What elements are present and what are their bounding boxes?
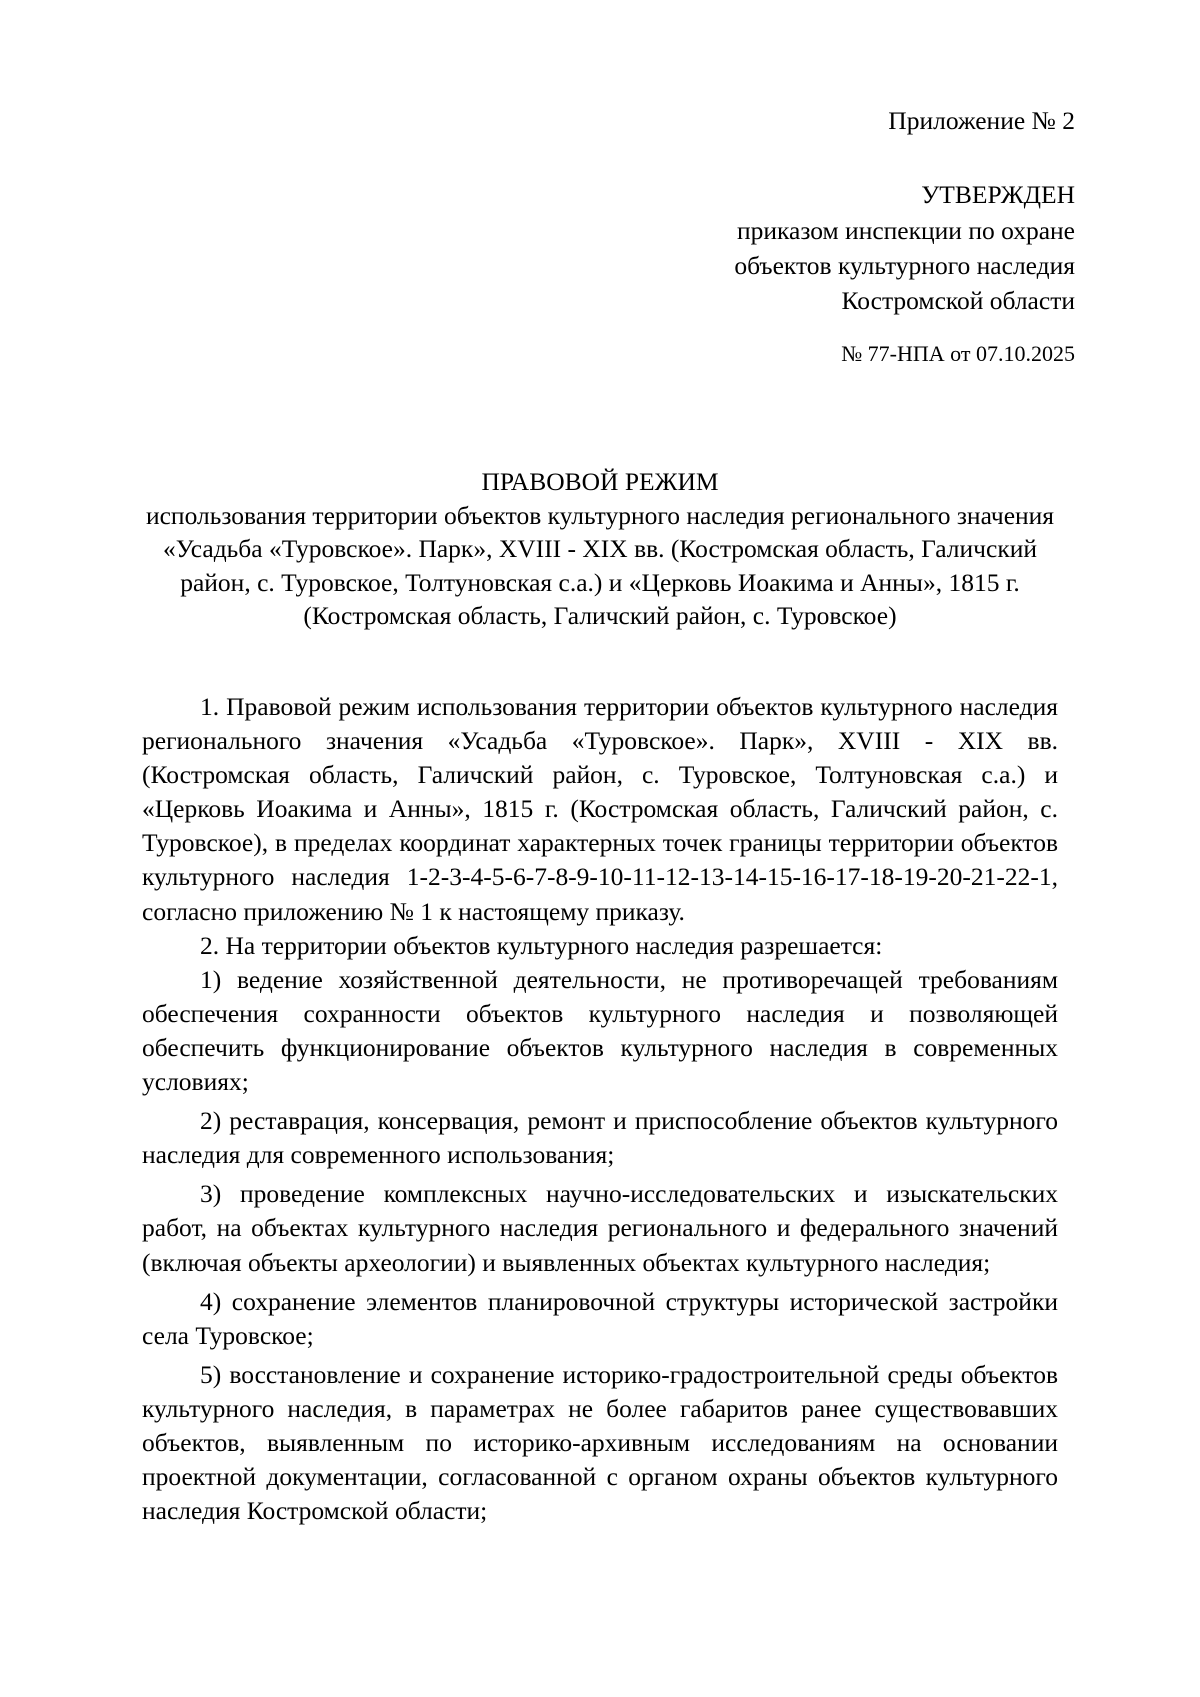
approved-label: УТВЕРЖДЕН xyxy=(921,180,1075,209)
document-title xyxy=(142,465,1058,633)
document-body xyxy=(142,690,1058,1528)
approved-by-line-3: Костромской области xyxy=(841,286,1075,315)
list-item-4: 4) сохранение элементов планировочной структуры исторической застройки села Туровское; xyxy=(142,1286,1058,1350)
appendix-label: Приложение № 2 xyxy=(888,106,1075,135)
approved-by-line-2: объектов культурного наследия xyxy=(734,251,1075,280)
title-heading: ПРАВОВОЙ РЕЖИМ xyxy=(481,467,719,496)
order-reference: № 77-НПА от 07.10.2025 xyxy=(841,341,1075,366)
list-item-1: 1) ведение хозяйственной деятельности, не противоречащей требованиям обеспечения сохранности объектов культурного наследия и позволяющей обеспечить функционирование объектов культурного наследия в современных условиях; xyxy=(142,964,1058,1097)
paragraph-1: 1. Правовой режим использования территории объектов культурного наследия регионального значения «Усадьба «Туровское». Парк», XVIII - XIX вв. (Костромская область, Галичский район, с. Туровское, Толтуновская с.а.) и «Церковь Иоакима и Анны», 1815 г. (Костромская область, Галичский район, с. Туровское), в пределах координат характерных точек границы территории объектов культурного наследия 1-2-3-4-5-6-7-8-9-10-11-12-13-14-15-16-17-18-19-20-21-22-1, согласно приложению № 1 к настоящему приказу. xyxy=(142,692,1058,926)
list-item-3: 3) проведение комплексных научно-исследовательских и изыскательских работ, на объектах культурного наследия регионального и федерального значений (включая объекты археологии) и выявленных объектах культурного наследия; xyxy=(142,1179,1058,1277)
paragraph-2: 2. На территории объектов культурного наследия разрешается: xyxy=(200,930,883,960)
approved-by-line-1: приказом инспекции по охране xyxy=(736,216,1075,245)
title-subtitle: использования территории объектов культурного наследия регионального значения «Усадьба «Туровское». Парк», XVIII - XIX вв. (Костромская область, Галичский район, с. Туровское, Толтуновская с.а.) и «Церковь Иоакима и Анны», 1815 г. (Костромская область, Галичский район, с. Туровское) xyxy=(145,500,1055,630)
list-item-5: 5) восстановление и сохранение историко-градостроительной среды объектов культурного наследия, в параметрах не более габаритов ранее существовавших объектов, выявленным по историко-архивным исследованиям на основании проектной документации, согласованной с органом охраны объектов культурного наследия Костромской области; xyxy=(142,1359,1058,1526)
list-item-2: 2) реставрация, консервация, ремонт и приспособление объектов культурного наследия для современного использования; xyxy=(142,1106,1058,1170)
